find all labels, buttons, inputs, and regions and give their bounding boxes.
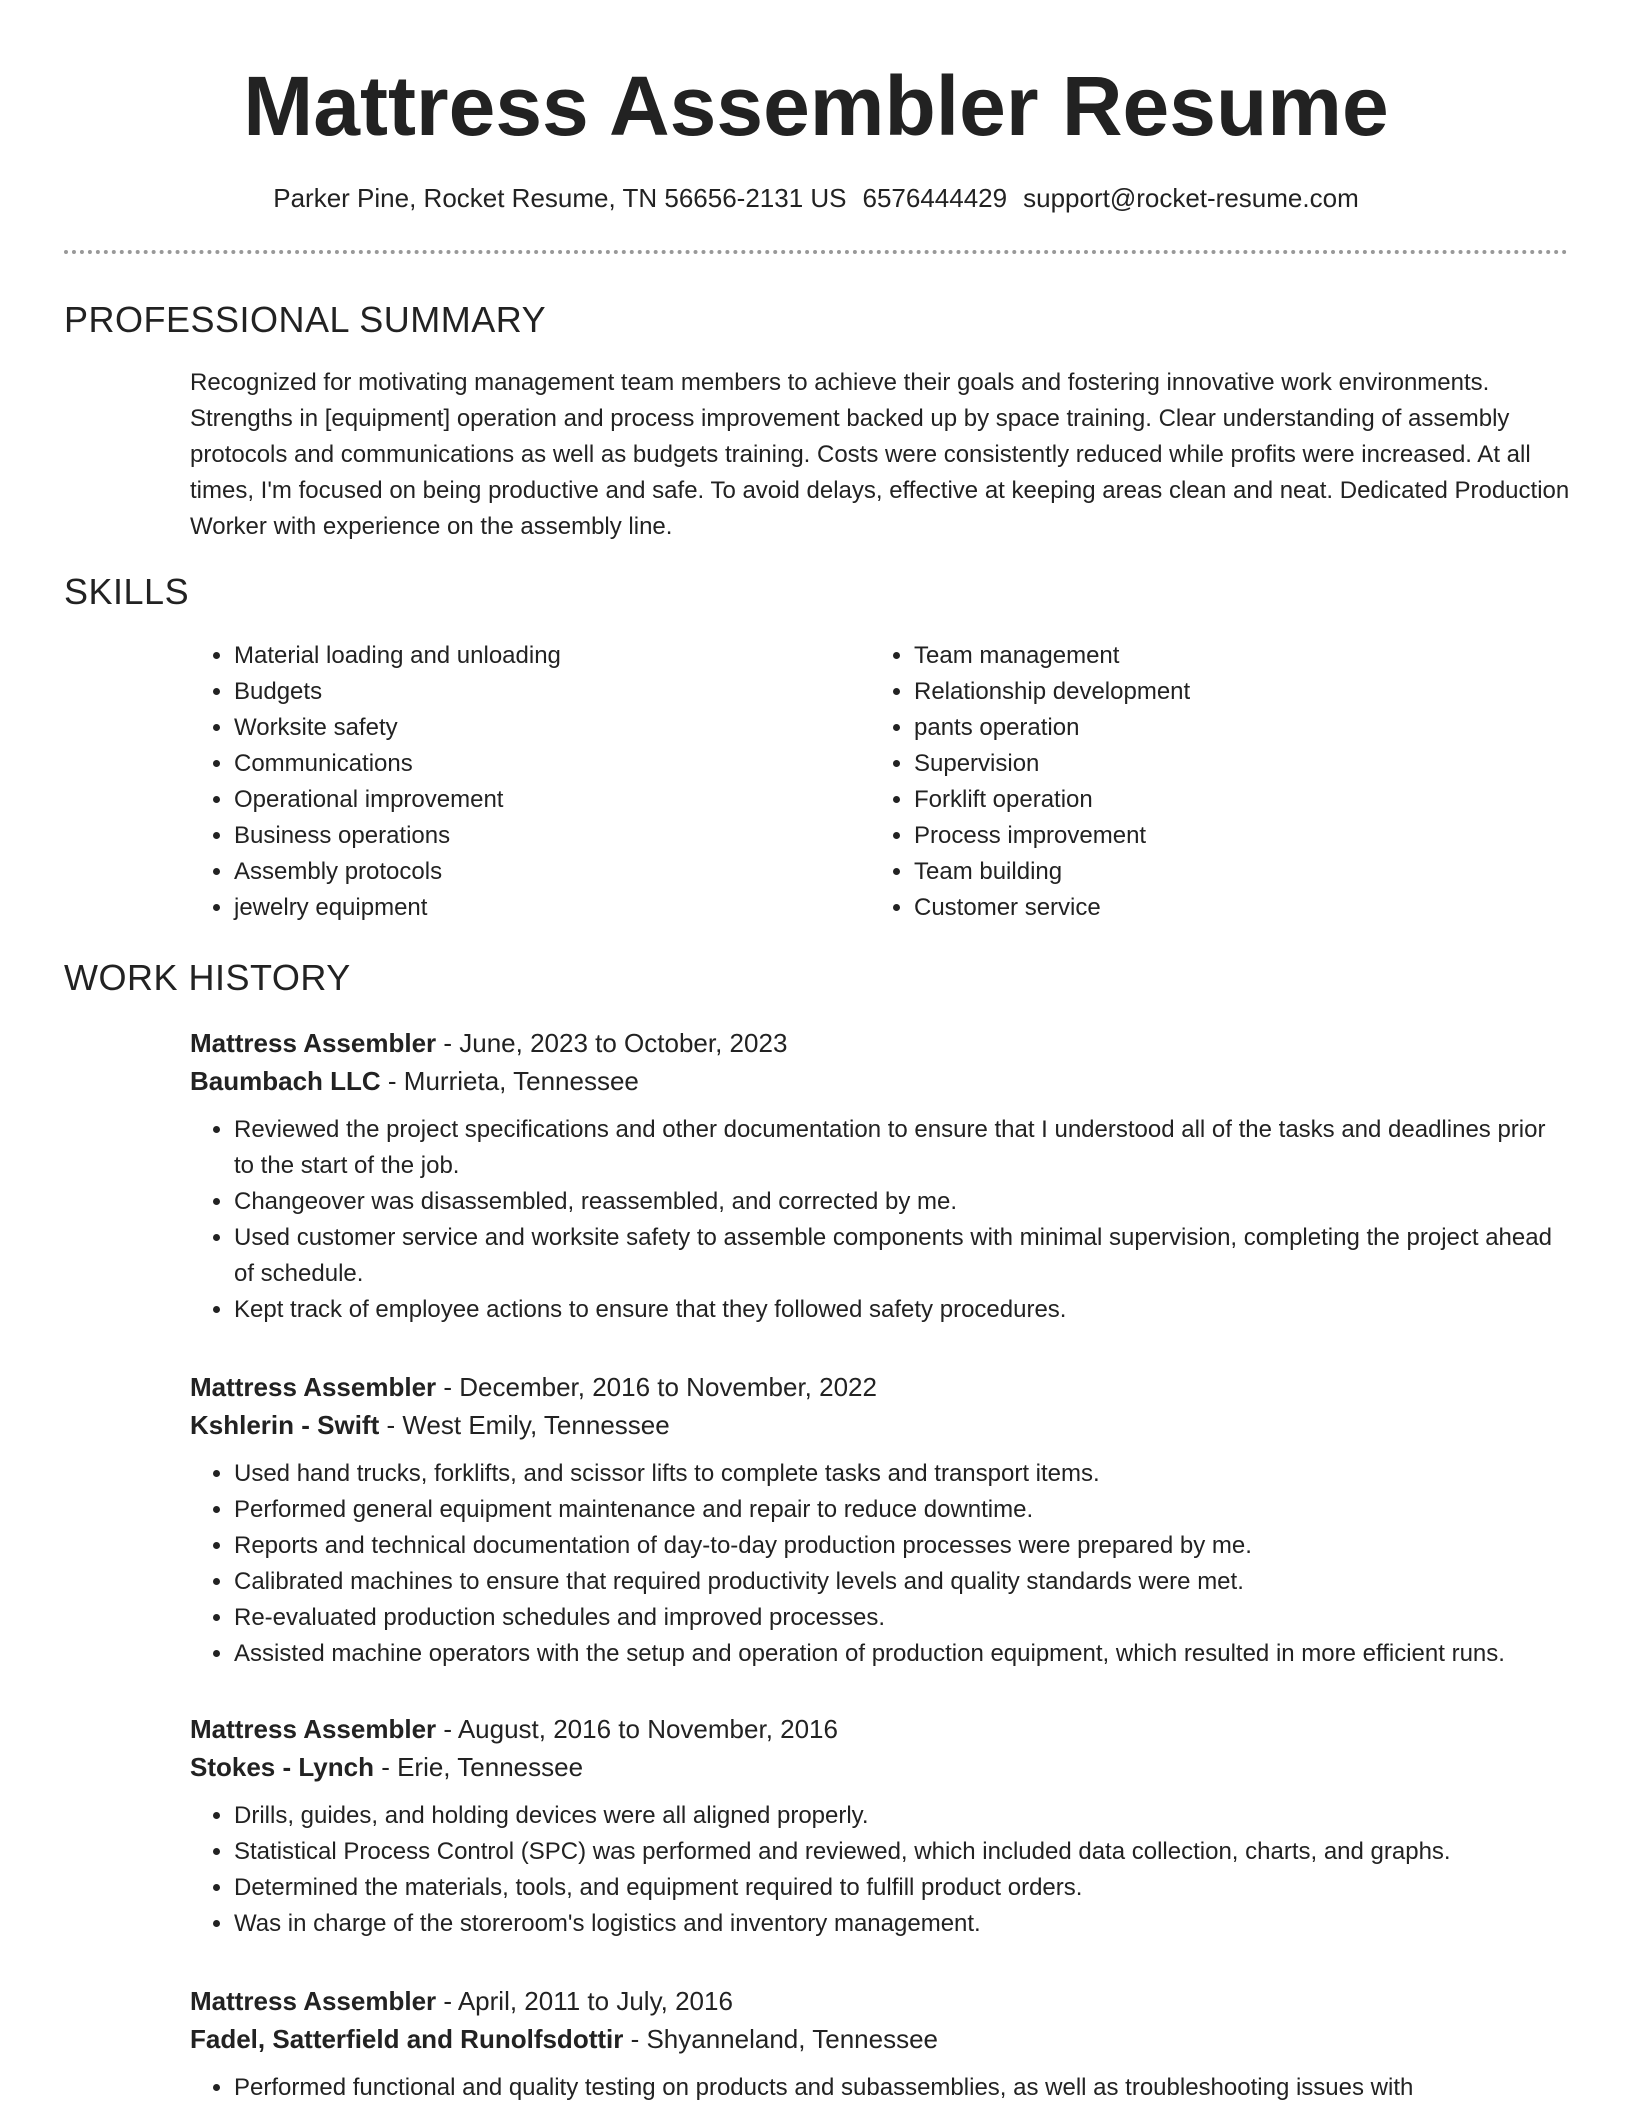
job-bullet: • Kept track of employee actions to ensure that they followed safety procedures. [234,1292,1570,1328]
job-entry [190,1710,1570,1942]
skills-column-right [870,638,1550,926]
summary-text: Recognized for motivating management team members to achieve their goals and fostering innovative work environments. Strengths in [equipment] operation and process improvement backed up by space training. Clear understanding of assembly protocols and communications as well as budgets training. Costs were consistently reduced while profits were increased. At all times, I'm focused on being productive and safe. To avoid delays, effective at keeping areas clean and neat. Dedicated Production Worker with experience on the assembly line. [190,369,1570,540]
job-bullet: • Used customer service and worksite safety to assemble components with minimal supervision, completing the project ahead of schedule. [234,1220,1570,1292]
skill-item: • Customer service [914,890,1550,926]
job-bullets [190,1112,1570,1328]
skills-list [190,638,1570,926]
job-company-line [190,1748,1570,1786]
skill-item: • Business operations [234,818,870,854]
job-location: - Shyanneland, Tennessee [623,2024,938,2054]
job-bullets [190,1456,1570,1672]
job-bullet: • Changeover was disassembled, reassembled, and corrected by me. [234,1184,1570,1220]
job-company: Stokes - Lynch [190,1752,374,1782]
job-entry [190,1368,1570,1672]
header-divider [64,250,1568,254]
job-company-line [190,2020,1570,2058]
job-role: Mattress Assembler [190,1372,437,1402]
job-bullet: • Performed general equipment maintenance and repair to reduce downtime. [234,1492,1570,1528]
skill-item: • Worksite safety [234,710,870,746]
job-entry [190,1982,1570,2106]
skill-item: • Budgets [234,674,870,710]
job-role: Mattress Assembler [190,1714,437,1744]
job-bullet: • Statistical Process Control (SPC) was performed and reviewed, which included data collection, charts, and graphs. [234,1834,1570,1870]
skill-item: • Assembly protocols [234,854,870,890]
contact-phone: 6576444429 [862,183,1008,213]
skill-item: • jewelry equipment [234,890,870,926]
skills-column-left [190,638,870,926]
skill-item: • Forklift operation [914,782,1550,818]
page-title: Mattress Assembler Resume [243,59,1389,153]
contact-email: support@rocket-resume.com [1023,183,1359,213]
job-dates: - April, 2011 to July, 2016 [436,1986,733,2016]
summary-heading: PROFESSIONAL SUMMARY [64,299,547,340]
job-location: - West Emily, Tennessee [379,1410,670,1440]
job-location: - Murrieta, Tennessee [380,1066,639,1096]
job-bullet: • Used hand trucks, forklifts, and scissor lifts to complete tasks and transport items. [234,1456,1570,1492]
job-bullet: • Drills, guides, and holding devices were all aligned properly. [234,1798,1570,1834]
skill-item: • Relationship development [914,674,1550,710]
job-title-line [190,1024,1570,1062]
job-company: Kshlerin - Swift [190,1410,380,1440]
job-bullets [190,2070,1570,2106]
skill-item: • Process improvement [914,818,1550,854]
job-bullet: • Was in charge of the storeroom's logistics and inventory management. [234,1906,1570,1942]
skill-item: • Team building [914,854,1550,890]
contact-line [0,180,1632,216]
job-bullet: • Reviewed the project specifications and other documentation to ensure that I understood all of the tasks and deadlines prior to the start of the job. [234,1112,1570,1184]
job-company-line [190,1406,1570,1444]
job-bullet: • Reports and technical documentation of day-to-day production processes were prepared by me. [234,1528,1570,1564]
job-title-line [190,1368,1570,1406]
skill-item: • Operational improvement [234,782,870,818]
job-dates: - December, 2016 to November, 2022 [436,1372,877,1402]
job-bullet: • Performed functional and quality testing on products and subassemblies, as well as troubleshooting issues with [234,2070,1570,2106]
job-company-line [190,1062,1570,1100]
job-dates: - August, 2016 to November, 2016 [436,1714,838,1744]
skill-item: • Material loading and unloading [234,638,870,674]
skill-item: • Communications [234,746,870,782]
job-bullet: • Re-evaluated production schedules and improved processes. [234,1600,1570,1636]
skills-heading: SKILLS [64,571,190,612]
skill-item: • pants operation [914,710,1550,746]
job-company: Fadel, Satterfield and Runolfsdottir [190,2024,624,2054]
job-bullets [190,1798,1570,1942]
job-dates: - June, 2023 to October, 2023 [436,1028,788,1058]
job-bullet: • Assisted machine operators with the setup and operation of production equipment, which resulted in more efficient runs. [234,1636,1570,1672]
job-location: - Erie, Tennessee [373,1752,584,1782]
contact-address: Parker Pine, Rocket Resume, TN 56656-2131 US [273,183,847,213]
job-bullet: • Calibrated machines to ensure that required productivity levels and quality standards were met. [234,1564,1570,1600]
skill-item: • Supervision [914,746,1550,782]
job-title-line [190,1710,1570,1748]
job-title-line [190,1982,1570,2020]
job-role: Mattress Assembler [190,1028,437,1058]
work-history-heading: WORK HISTORY [64,957,351,998]
skill-item: • Team management [914,638,1550,674]
job-bullet: • Determined the materials, tools, and equipment required to fulfill product orders. [234,1870,1570,1906]
job-entry [190,1024,1570,1328]
job-company: Baumbach LLC [190,1066,381,1096]
job-role: Mattress Assembler [190,1986,437,2016]
